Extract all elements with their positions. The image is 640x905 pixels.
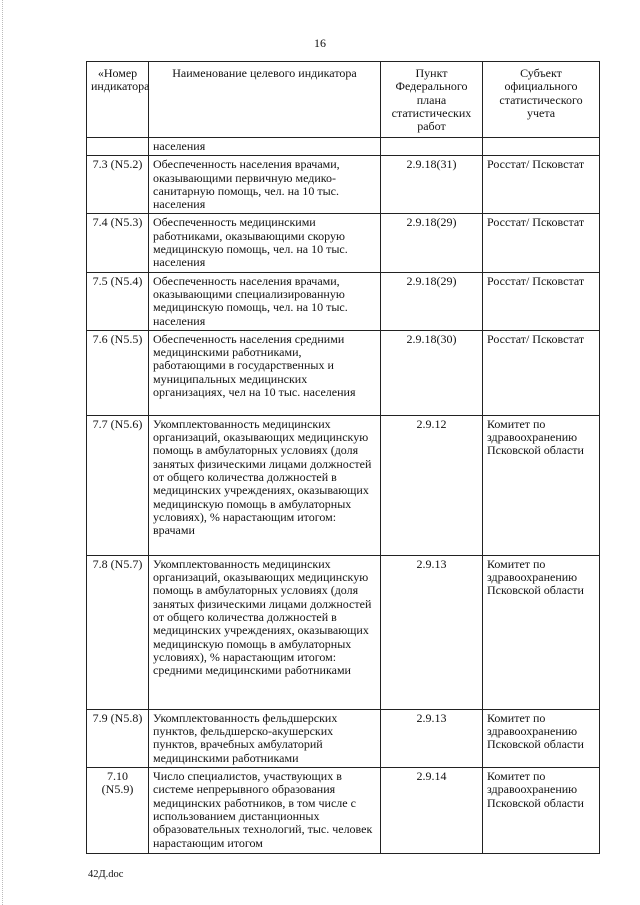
table-row (87, 156, 600, 214)
cell-subject: Комитет по здравоохранению Псковской области (483, 415, 600, 555)
cell-number: 7.5 (N5.4) (87, 272, 149, 330)
header-number: «Номер индикатора (87, 62, 149, 138)
table-row (87, 214, 600, 272)
cell-plan-point: 2.9.12 (381, 415, 483, 555)
cell-plan-point: 2.9.14 (381, 768, 483, 854)
page-number: 16 (314, 36, 326, 50)
cell-number: 7.3 (N5.2) (87, 156, 149, 214)
cell-name: Число специалистов, участвующих в системе непрерывного образования медицинских работников, в том числе с использованием дистанционных образовательных технологий, тыс. человек нарастающим итогом (149, 768, 381, 854)
cell-plan-point: 2.9.13 (381, 555, 483, 709)
cell-name: Укомплектованность фельдшерских пунктов, фельдшерско-акушерских пунктов, врачебных амбулаторий медицинскими работниками (149, 709, 381, 767)
header-plan-point: Пункт Федерального плана статистических работ (381, 62, 483, 138)
cell-name: Обеспеченность медицинскими работниками, оказывающими скорую медицинскую помощь, чел. на 10 тыс. населения (149, 214, 381, 272)
table-row-continuation (87, 138, 600, 156)
indicator-table (86, 61, 600, 854)
cell-number: 7.4 (N5.3) (87, 214, 149, 272)
cell-plan-point: 2.9.18(30) (381, 330, 483, 415)
document-filename: 42Д.doc (88, 869, 124, 880)
cell-plan-point: 2.9.18(29) (381, 214, 483, 272)
table-row (87, 555, 600, 709)
header-subject: Субъект официального статистического учета (483, 62, 600, 138)
cell-number: 7.9 (N5.8) (87, 709, 149, 767)
cell-name: населения (149, 138, 381, 156)
cell-name: Обеспеченность населения средними медицинскими работниками, работающими в государственных и муниципальных медицинских организациях, чел на 10 тыс. населения (149, 330, 381, 415)
cell-subject: Росстат/ Псковстат (483, 330, 600, 415)
cell-plan-point: 2.9.18(31) (381, 156, 483, 214)
table-row (87, 709, 600, 767)
table-header-row (87, 62, 600, 138)
cell-number: 7.10 (N5.9) (87, 768, 149, 854)
cell-plan-point: 2.9.18(29) (381, 272, 483, 330)
cell-number: 7.7 (N5.6) (87, 415, 149, 555)
cell-subject: Комитет по здравоохранению Псковской области (483, 709, 600, 767)
table-row (87, 768, 600, 854)
cell-empty (87, 138, 149, 156)
table-row (87, 415, 600, 555)
table-row (87, 330, 600, 415)
cell-subject: Росстат/ Псковстат (483, 156, 600, 214)
cell-subject: Комитет по здравоохранению Псковской области (483, 555, 600, 709)
cell-name: Обеспеченность населения врачами, оказывающими первичную медико-санитарную помощь, чел. на 10 тыс. населения (149, 156, 381, 214)
scan-edge (2, 0, 4, 905)
cell-subject: Комитет по здравоохранению Псковской области (483, 768, 600, 854)
cell-subject: Росстат/ Псковстат (483, 272, 600, 330)
cell-number: 7.8 (N5.7) (87, 555, 149, 709)
cell-empty (483, 138, 600, 156)
cell-name: Укомплектованность медицинских организаций, оказывающих медицинскую помощь в амбулаторных условиях (доля занятых физическими лицами должностей от общего количества должностей в медицинских учреждениях, оказывающих медицинскую помощь в амбулаторных условиях), % нарастающим итогом: средними медицинскими работниками (149, 555, 381, 709)
cell-name: Укомплектованность медицинских организаций, оказывающих медицинскую помощь в амбулаторных условиях (доля занятых физическими лицами должностей от общего количества должностей в медицинских учреждениях, оказывающих медицинскую помощь в амбулаторных условиях), % нарастающим итогом: врачами (149, 415, 381, 555)
cell-number: 7.6 (N5.5) (87, 330, 149, 415)
cell-subject: Росстат/ Псковстат (483, 214, 600, 272)
table-row (87, 272, 600, 330)
cell-empty (381, 138, 483, 156)
header-name: Наименование целевого индикатора (149, 62, 381, 138)
cell-name: Обеспеченность населения врачами, оказывающими специализированную медицинскую помощь, чел. на 10 тыс. населения (149, 272, 381, 330)
cell-plan-point: 2.9.13 (381, 709, 483, 767)
